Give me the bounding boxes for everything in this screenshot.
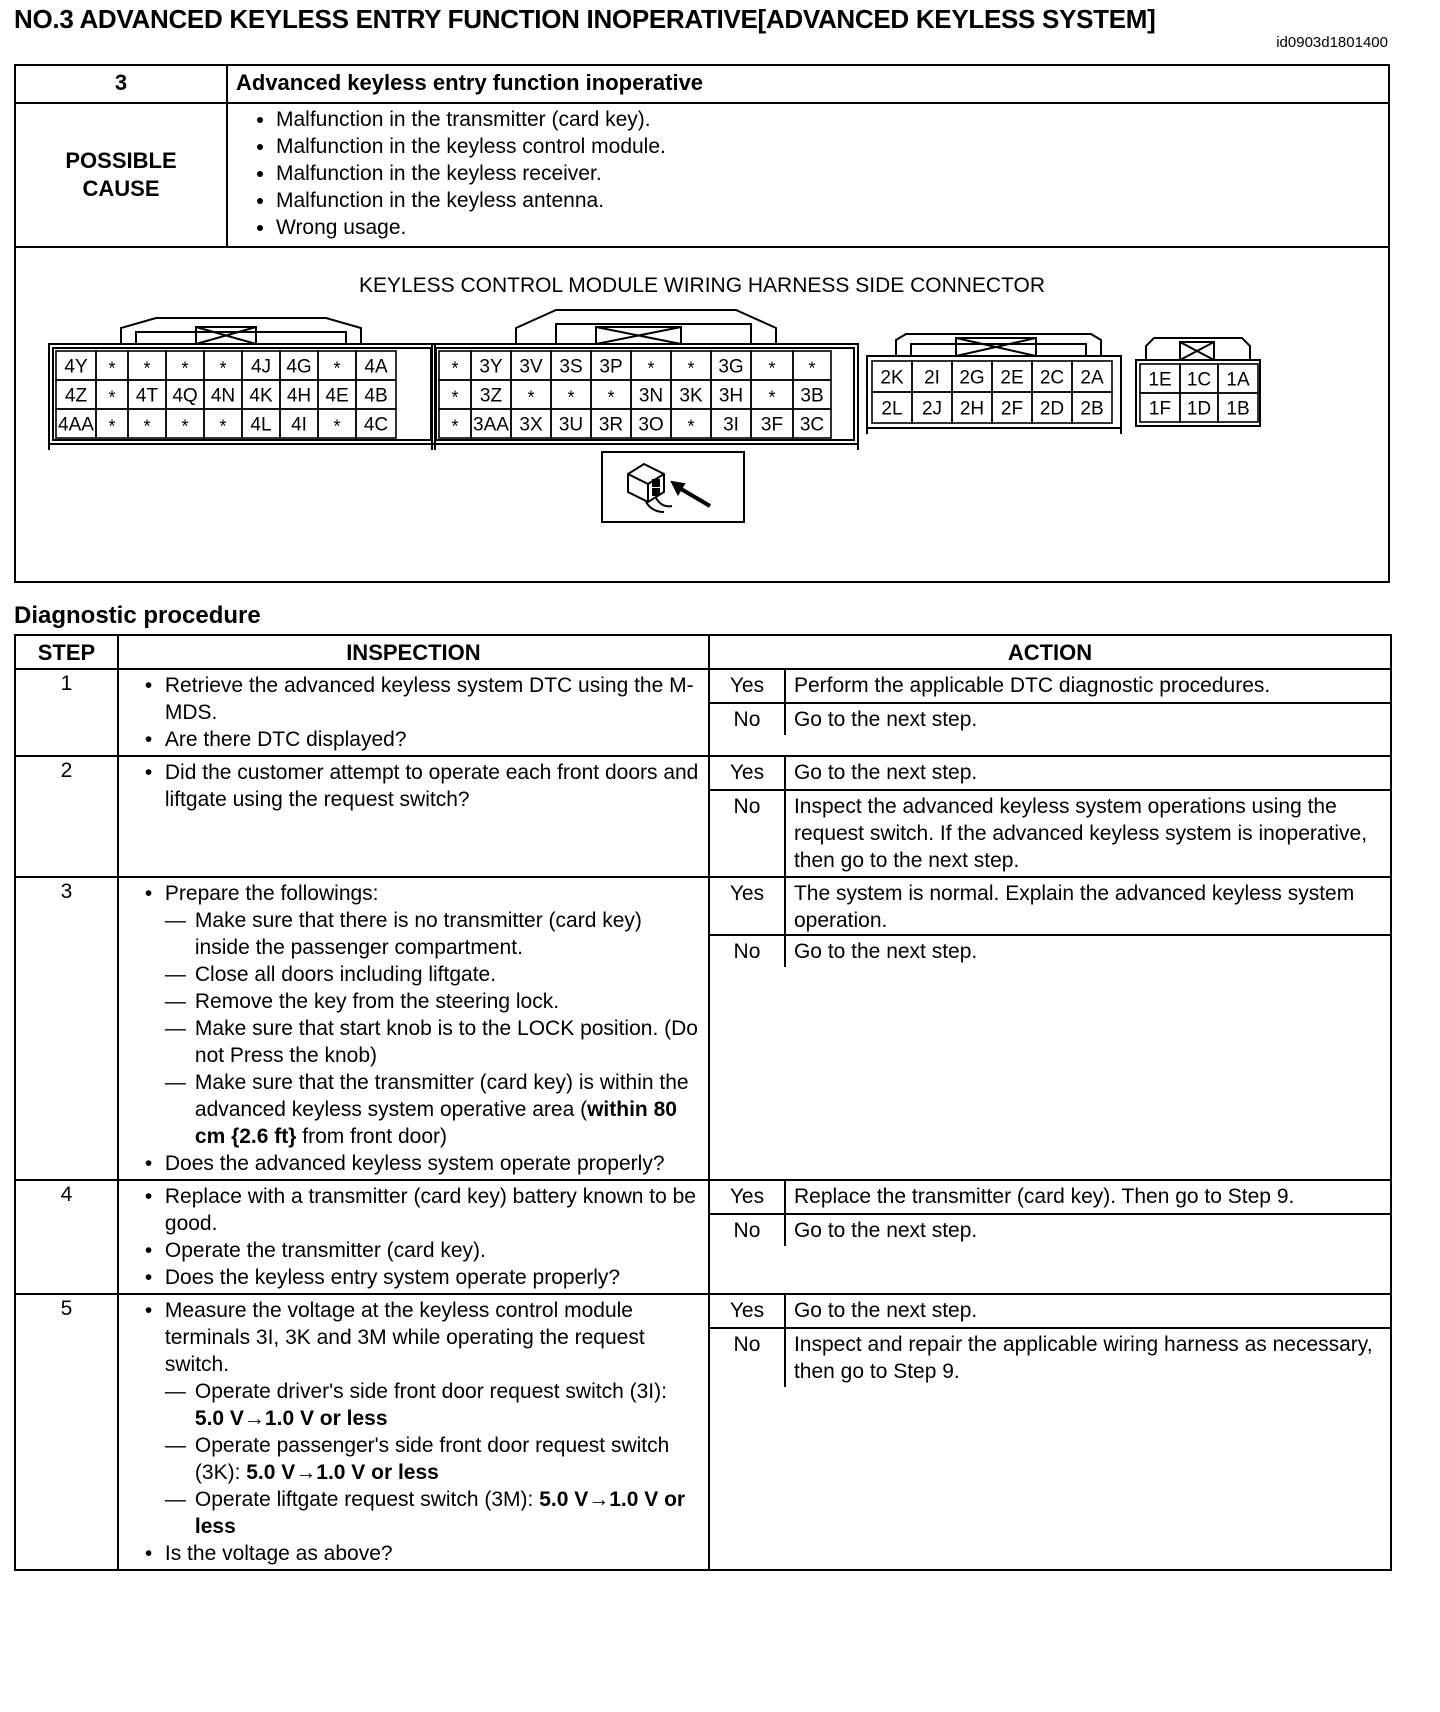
connector-figure [16,248,1388,581]
pin-label: 3Z [479,385,503,407]
voltage-spec: 5.0 V→1.0 V or less [246,1461,439,1484]
pin-label: 1D [1186,398,1212,420]
inspection-cell [118,1294,709,1570]
no-label: No [710,1329,786,1387]
table-row-step-2 [15,756,1391,877]
yes-action: Go to the next step. [793,1299,978,1322]
pin-label: 4H [286,385,312,407]
possible-cause-row [16,104,1388,248]
yes-action: Perform the applicable DTC diagnostic procedures. [793,674,1271,697]
pin-label: 1F [1148,398,1172,420]
sub-item [165,1432,700,1486]
cause-item: • Malfunction in the keyless receiver. [276,160,1388,187]
no-label: No [710,791,786,876]
col-step-header: STEP [15,635,118,669]
pin-label: 3F [760,414,784,436]
unused-pin-label: * [219,416,227,437]
pin-label: 3Y [479,356,503,378]
action-cell [709,877,1391,1180]
pin-label: 2I [924,367,940,389]
unused-pin-label: * [527,387,535,408]
pin-label: 4AA [58,414,94,436]
no-action: Inspect the advanced keyless system operations using the request switch. If the advanced keyless system is inoperative, then go to the next step. [793,795,1368,872]
pin-label: 3P [599,356,623,378]
sub-item-text: Operate driver's side front door request switch (3I): [194,1380,667,1403]
inspection-item: • Does the advanced keyless system operate properly? [149,1150,700,1177]
unused-pin-label: * [647,358,655,379]
unused-pin-label: * [333,416,341,437]
unused-pin-label: * [219,358,227,379]
no-label: No [710,936,786,967]
action-cell [709,1294,1391,1570]
pin-label: 4Y [64,356,88,378]
unused-pin-label: * [181,416,189,437]
sub-item-text: Make sure that the transmitter (card key) is within the advanced keyless system operative area ( [194,1071,689,1121]
pin-label: 2F [1000,398,1024,420]
measure-text: Measure the voltage at the keyless control module terminals 3I, 3K and 3M while operating the request switch. [164,1299,645,1376]
no-label: No [710,704,786,735]
pin-label: 4G [286,356,312,378]
table-row-step-5 [15,1294,1391,1570]
step-number: 1 [15,669,118,756]
unused-pin-label: * [687,416,695,437]
pin-label: 3U [558,414,584,436]
pin-label: 4Q [172,385,198,407]
no-action: Go to the next step. [793,940,978,963]
pin-label: 4K [249,385,273,407]
document-id: id0903d1801400 [1276,34,1388,51]
voltage-spec: 5.0 V→1.0 V or less [194,1407,388,1430]
diagnostic-procedure-title: Diagnostic procedure [14,602,261,629]
yes-label: Yes [710,757,786,789]
sub-item: — Make sure that there is no transmitter (card key) inside the passenger compartment. [165,907,700,961]
table-row-step-1 [15,669,1391,756]
unused-pin-label: * [451,358,459,379]
action-cell [709,1180,1391,1294]
unused-pin-label: * [808,358,816,379]
terminal-view-icon [602,452,744,522]
pin-label: 1C [1186,369,1212,391]
unused-pin-label: * [768,387,776,408]
pin-label: 4J [250,356,272,378]
pin-label: 2L [881,398,903,420]
diagnostic-table-header [15,635,1391,669]
yes-label: Yes [710,1295,786,1327]
pin-label: 2D [1039,398,1065,420]
pin-label: 3I [723,414,739,436]
yes-label: Yes [710,670,786,702]
inspection-item: • Is the voltage as above? [149,1540,700,1567]
unused-pin-label: * [451,416,459,437]
unused-pin-label: * [687,358,695,379]
pin-label: 4B [364,385,388,407]
pin-label: 3B [800,385,824,407]
page-title: NO.3 ADVANCED KEYLESS ENTRY FUNCTION INOPERATIVE[ADVANCED KEYLESS SYSTEM] [14,4,1156,34]
unused-pin-label: * [607,387,615,408]
pin-label: 4Z [64,385,88,407]
pin-label: 4E [325,385,349,407]
pin-label: 2H [959,398,985,420]
no-label: No [710,1215,786,1246]
connector-diagram [16,248,1388,581]
pin-label: 3G [718,356,744,378]
yes-label: Yes [710,878,786,934]
connector-pin-layer [56,351,1258,438]
action-cell [709,756,1391,877]
col-action-header: ACTION [709,635,1391,669]
unused-pin-label: * [108,416,116,437]
pin-label: 3O [638,414,664,436]
inspection-cell [118,1180,709,1294]
step-number: 5 [15,1294,118,1570]
sub-item [165,1486,700,1540]
voltage-spec: 5.0 V→1.0 V or less [194,1488,686,1538]
yes-action: Go to the next step. [793,761,978,784]
symptom-title: Advanced keyless entry function inoperative [236,70,704,95]
pin-label: 2C [1039,367,1065,389]
unused-pin-label: * [108,358,116,379]
possible-cause-label [16,104,228,246]
inspection-item: • Did the customer attempt to operate each front doors and liftgate using the request switch? [149,759,700,813]
cause-item: • Wrong usage. [276,214,1388,241]
connector-figure-caption: KEYLESS CONTROL MODULE WIRING HARNESS SIDE CONNECTOR [358,274,1046,297]
yes-action: Replace the transmitter (card key). Then go to Step 9. [793,1185,1295,1208]
inspection-cell [118,669,709,756]
step-number: 2 [15,756,118,877]
symptom-title-row [16,66,1388,104]
step-number: 4 [15,1180,118,1294]
unused-pin-label: * [108,387,116,408]
pin-label: 3R [598,414,624,436]
unused-pin-label: * [143,416,151,437]
pin-label: 2K [880,367,904,389]
sub-item: — Remove the key from the steering lock. [165,988,700,1015]
pin-label: 2E [1000,367,1024,389]
inspection-item: • Are there DTC displayed? [149,726,700,753]
pin-label: 2A [1080,367,1104,389]
possible-cause-list [228,104,1388,246]
pin-label: 3C [799,414,825,436]
inspection-item: • Does the keyless entry system operate properly? [149,1264,700,1291]
unused-pin-label: * [567,387,575,408]
pin-label: 2B [1080,398,1104,420]
cause-item: • Malfunction in the keyless control module. [276,133,1388,160]
unused-pin-label: * [768,358,776,379]
no-action: Inspect and repair the applicable wiring harness as necessary, then go to Step 9. [793,1333,1373,1383]
pin-label: 1B [1226,398,1250,420]
unused-pin-label: * [143,358,151,379]
inspection-item: • Retrieve the advanced keyless system DTC using the M-MDS. [149,672,700,726]
pin-label: 2J [921,398,943,420]
sub-item-text: from front door) [296,1125,447,1148]
possible-cause-label-line2: CAUSE [82,176,160,201]
pin-label: 4A [364,356,388,378]
unused-pin-label: * [181,358,189,379]
inspection-item: • Replace with a transmitter (card key) battery known to be good. [149,1183,700,1237]
pin-label: 3H [718,385,744,407]
sub-item-text: Operate liftgate request switch (3M): [194,1488,540,1511]
pin-label: 4I [291,414,307,436]
inspection-item [149,880,700,1150]
cause-item: • Malfunction in the transmitter (card key). [276,106,1388,133]
pin-label: 3S [559,356,583,378]
col-inspection-header: INSPECTION [118,635,709,669]
table-row-step-4 [15,1180,1391,1294]
inspection-cell [118,756,709,877]
no-action: Go to the next step. [793,1219,978,1242]
pin-label: 1A [1226,369,1250,391]
yes-label: Yes [710,1181,786,1213]
pin-label: 3K [679,385,703,407]
pin-label: 4L [250,414,272,436]
symptom-number: 3 [16,66,228,102]
sub-item [165,1069,700,1150]
prep-text: Prepare the followings: [164,882,379,905]
inspection-item: • Operate the transmitter (card key). [149,1237,700,1264]
yes-action: The system is normal. Explain the advanced keyless system operation. [793,882,1355,932]
pin-label: 3N [638,385,664,407]
sub-item: — Make sure that start knob is to the LOCK position. (Do not Press the knob) [165,1015,700,1069]
pin-label: 3AA [473,414,509,436]
cause-item: • Malfunction in the keyless antenna. [276,187,1388,214]
possible-cause-label-line1: POSSIBLE [65,148,177,173]
step-number: 3 [15,877,118,1180]
inspection-cell [118,877,709,1180]
unused-pin-label: * [333,358,341,379]
sub-item [165,1378,700,1432]
pin-label: 4T [135,385,159,407]
pin-label: 3X [519,414,543,436]
action-cell [709,669,1391,756]
pin-label: 1E [1148,369,1172,391]
symptom-header-box [14,64,1390,583]
unused-pin-label: * [451,387,459,408]
inspection-item [149,1297,700,1540]
distance-spec: within 80 cm {2.6 ft} [194,1098,677,1148]
pin-label: 3V [519,356,543,378]
diagnostic-table [14,634,1392,1571]
pin-label: 4C [363,414,389,436]
pin-label: 4N [210,385,236,407]
table-row-step-3 [15,877,1391,1180]
no-action: Go to the next step. [793,708,978,731]
sub-item-text: Operate passenger's side front door request switch (3K): [194,1434,670,1484]
pin-label: 2G [959,367,985,389]
sub-item: — Close all doors including liftgate. [165,961,700,988]
